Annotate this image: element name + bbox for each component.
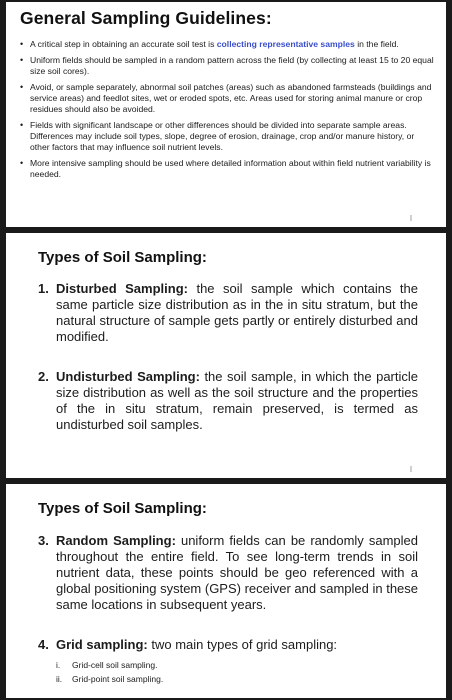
bullet-icon: • (20, 82, 24, 92)
list-item (20, 120, 436, 153)
numbered-item (38, 369, 418, 433)
slide-marker (410, 466, 412, 472)
list-item (20, 39, 436, 50)
item-term: Grid sampling: (56, 637, 148, 652)
bullet-text: Avoid, or sample separately, abnormal soil patches (areas) such as abandoned farmsteads (buildings and service areas) and feedlot sites, wet or eroded spots, etc. Areas used for storing animal manure or crop residues should also be avoided. (30, 82, 432, 114)
guidelines-panel (6, 2, 446, 227)
item-term: Undisturbed Sampling: (56, 369, 200, 384)
soil-sampling-panel-2 (6, 484, 446, 698)
item-body (38, 281, 418, 345)
item-body (38, 533, 418, 613)
item-term: Random Sampling: (56, 533, 176, 548)
numbered-item (38, 533, 418, 613)
soil-sampling-panel-1 (6, 233, 446, 478)
item-body (38, 637, 418, 653)
bullet-icon: • (20, 39, 24, 49)
list-item (20, 158, 436, 180)
item-term: Disturbed Sampling: (56, 281, 188, 296)
item-text: uniform fields can be randomly sampled throughout the entire field. To see long-term trends in soil nutrient data, these points should be geo referenced with a global positioning system (GPS) receiver and sampled in these same locations in subsequent years. (56, 533, 419, 612)
sub-item-text: Grid-point soil sampling. (72, 674, 164, 684)
roman-numeral: i. (56, 660, 61, 670)
sub-item-text: Grid-cell soil sampling. (72, 660, 158, 670)
numbered-item (38, 637, 418, 653)
list-item (20, 82, 436, 115)
numbered-item (38, 281, 418, 345)
section-title: Types of Soil Sampling: (38, 500, 207, 517)
bullet-text: Uniform fields should be sampled in a random pattern across the field (by collecting at least 15 to 20 equal size soil cores). (30, 55, 434, 76)
bullet-icon: • (20, 120, 24, 130)
grid-sampling-sublist (56, 658, 163, 686)
list-item (56, 672, 163, 686)
item-number: 2. (38, 369, 49, 384)
item-text: the soil sample which contains the same particle size distribution as in the in situ stratum, but the natural structure of sample gets partly or entirely disturbed and modified. (56, 281, 418, 344)
guidelines-list (20, 39, 436, 185)
bullet-text: More intensive sampling should be used where detailed information about within field nutrient variability is needed. (30, 158, 431, 179)
item-number: 4. (38, 637, 49, 652)
item-text: two main types of grid sampling: (147, 637, 338, 652)
section-title: Types of Soil Sampling: (38, 249, 207, 266)
item-number: 3. (38, 533, 49, 548)
bullet-text-after: in the field. (354, 39, 399, 49)
item-number: 1. (38, 281, 49, 296)
bullet-icon: • (20, 158, 24, 168)
list-item (20, 55, 436, 77)
list-item (56, 658, 163, 672)
item-body (38, 369, 418, 433)
roman-numeral: ii. (56, 674, 63, 684)
bullet-icon: • (20, 55, 24, 65)
item-text: the soil sample, in which the particle size distribution as well as the soil structure and the properties of the in situ stratum, remain preserved, is termed as undisturbed soil samples. (56, 369, 419, 432)
highlight-text: collecting representative samples (216, 39, 355, 49)
guidelines-title: General Sampling Guidelines: (20, 8, 272, 28)
slide-marker (410, 215, 412, 221)
bullet-text: Fields with significant landscape or other differences should be divided into separate sample areas. Differences may include soil types, slope, degree of erosion, drainage, crop and/or manure history, or other factors that may influence soil nutrient levels. (30, 120, 415, 152)
bullet-text-before: A critical step in obtaining an accurate soil test is (30, 39, 217, 49)
